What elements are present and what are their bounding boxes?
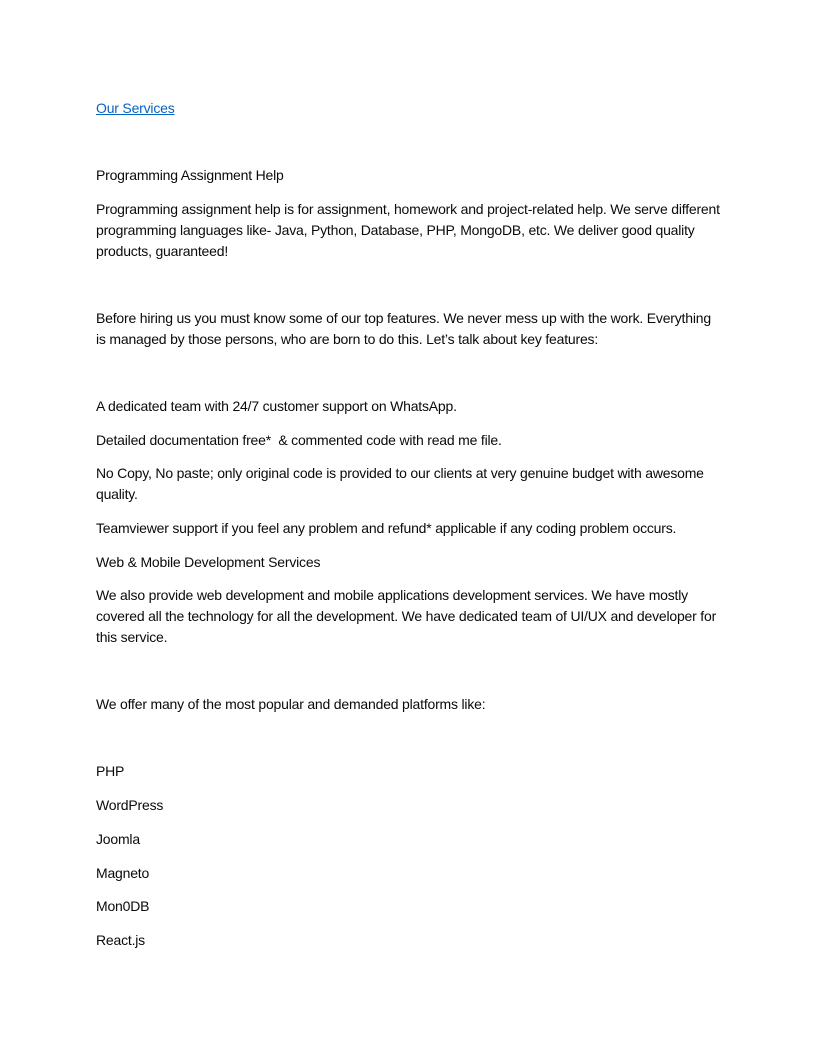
paragraph-spacer <box>96 362 720 396</box>
platform-item-php: PHP <box>96 763 125 780</box>
paragraph-spacer <box>96 728 720 762</box>
paragraph-spacer <box>96 274 720 308</box>
feature-item-support: A dedicated team with 24/7 customer support on WhatsApp. <box>96 397 457 414</box>
services-link-paragraph <box>96 98 720 119</box>
features-intro-paragraph: Before hiring us you must know some of our top features. We never mess up with the work. Everything is managed by those persons, who are born to do this. Let’s talk about key features: <box>96 309 715 347</box>
paragraph-spacer <box>96 132 720 166</box>
feature-item-teamviewer: Teamviewer support if you feel any problem and refund* applicable if any coding problem occurs. <box>96 519 677 536</box>
assignment-help-heading: Programming Assignment Help <box>96 167 284 184</box>
paragraph-spacer <box>96 660 720 694</box>
feature-item-documentation: Detailed documentation free* & commented code with read me file. <box>96 431 502 448</box>
our-services-link[interactable]: Our Services <box>96 100 175 116</box>
platform-item-wordpress: WordPress <box>96 797 164 814</box>
feature-item-original-code: No Copy, No paste; only original code is provided to our clients at very genuine budget with awesome quality. <box>96 465 708 503</box>
platform-item-mon0db: Mon0DB <box>96 898 150 915</box>
assignment-help-paragraph: Programming assignment help is for assignment, homework and project-related help. We serve different programming languages like- Java, Python, Database, PHP, MongoDB, etc. We deliver good quality products, guaranteed! <box>96 201 724 259</box>
webdev-paragraph: We also provide web development and mobile applications development services. We have mostly covered all the technology for all the development. We have dedicated team of UI/UX and developer for this service. <box>96 587 720 645</box>
webdev-heading: Web & Mobile Development Services <box>96 553 321 570</box>
platform-item-magneto: Magneto <box>96 864 150 881</box>
platform-item-joomla: Joomla <box>96 830 140 847</box>
platforms-intro-paragraph: We offer many of the most popular and demanded platforms like: <box>96 696 486 712</box>
platform-item-reactjs: React.js <box>96 931 145 948</box>
